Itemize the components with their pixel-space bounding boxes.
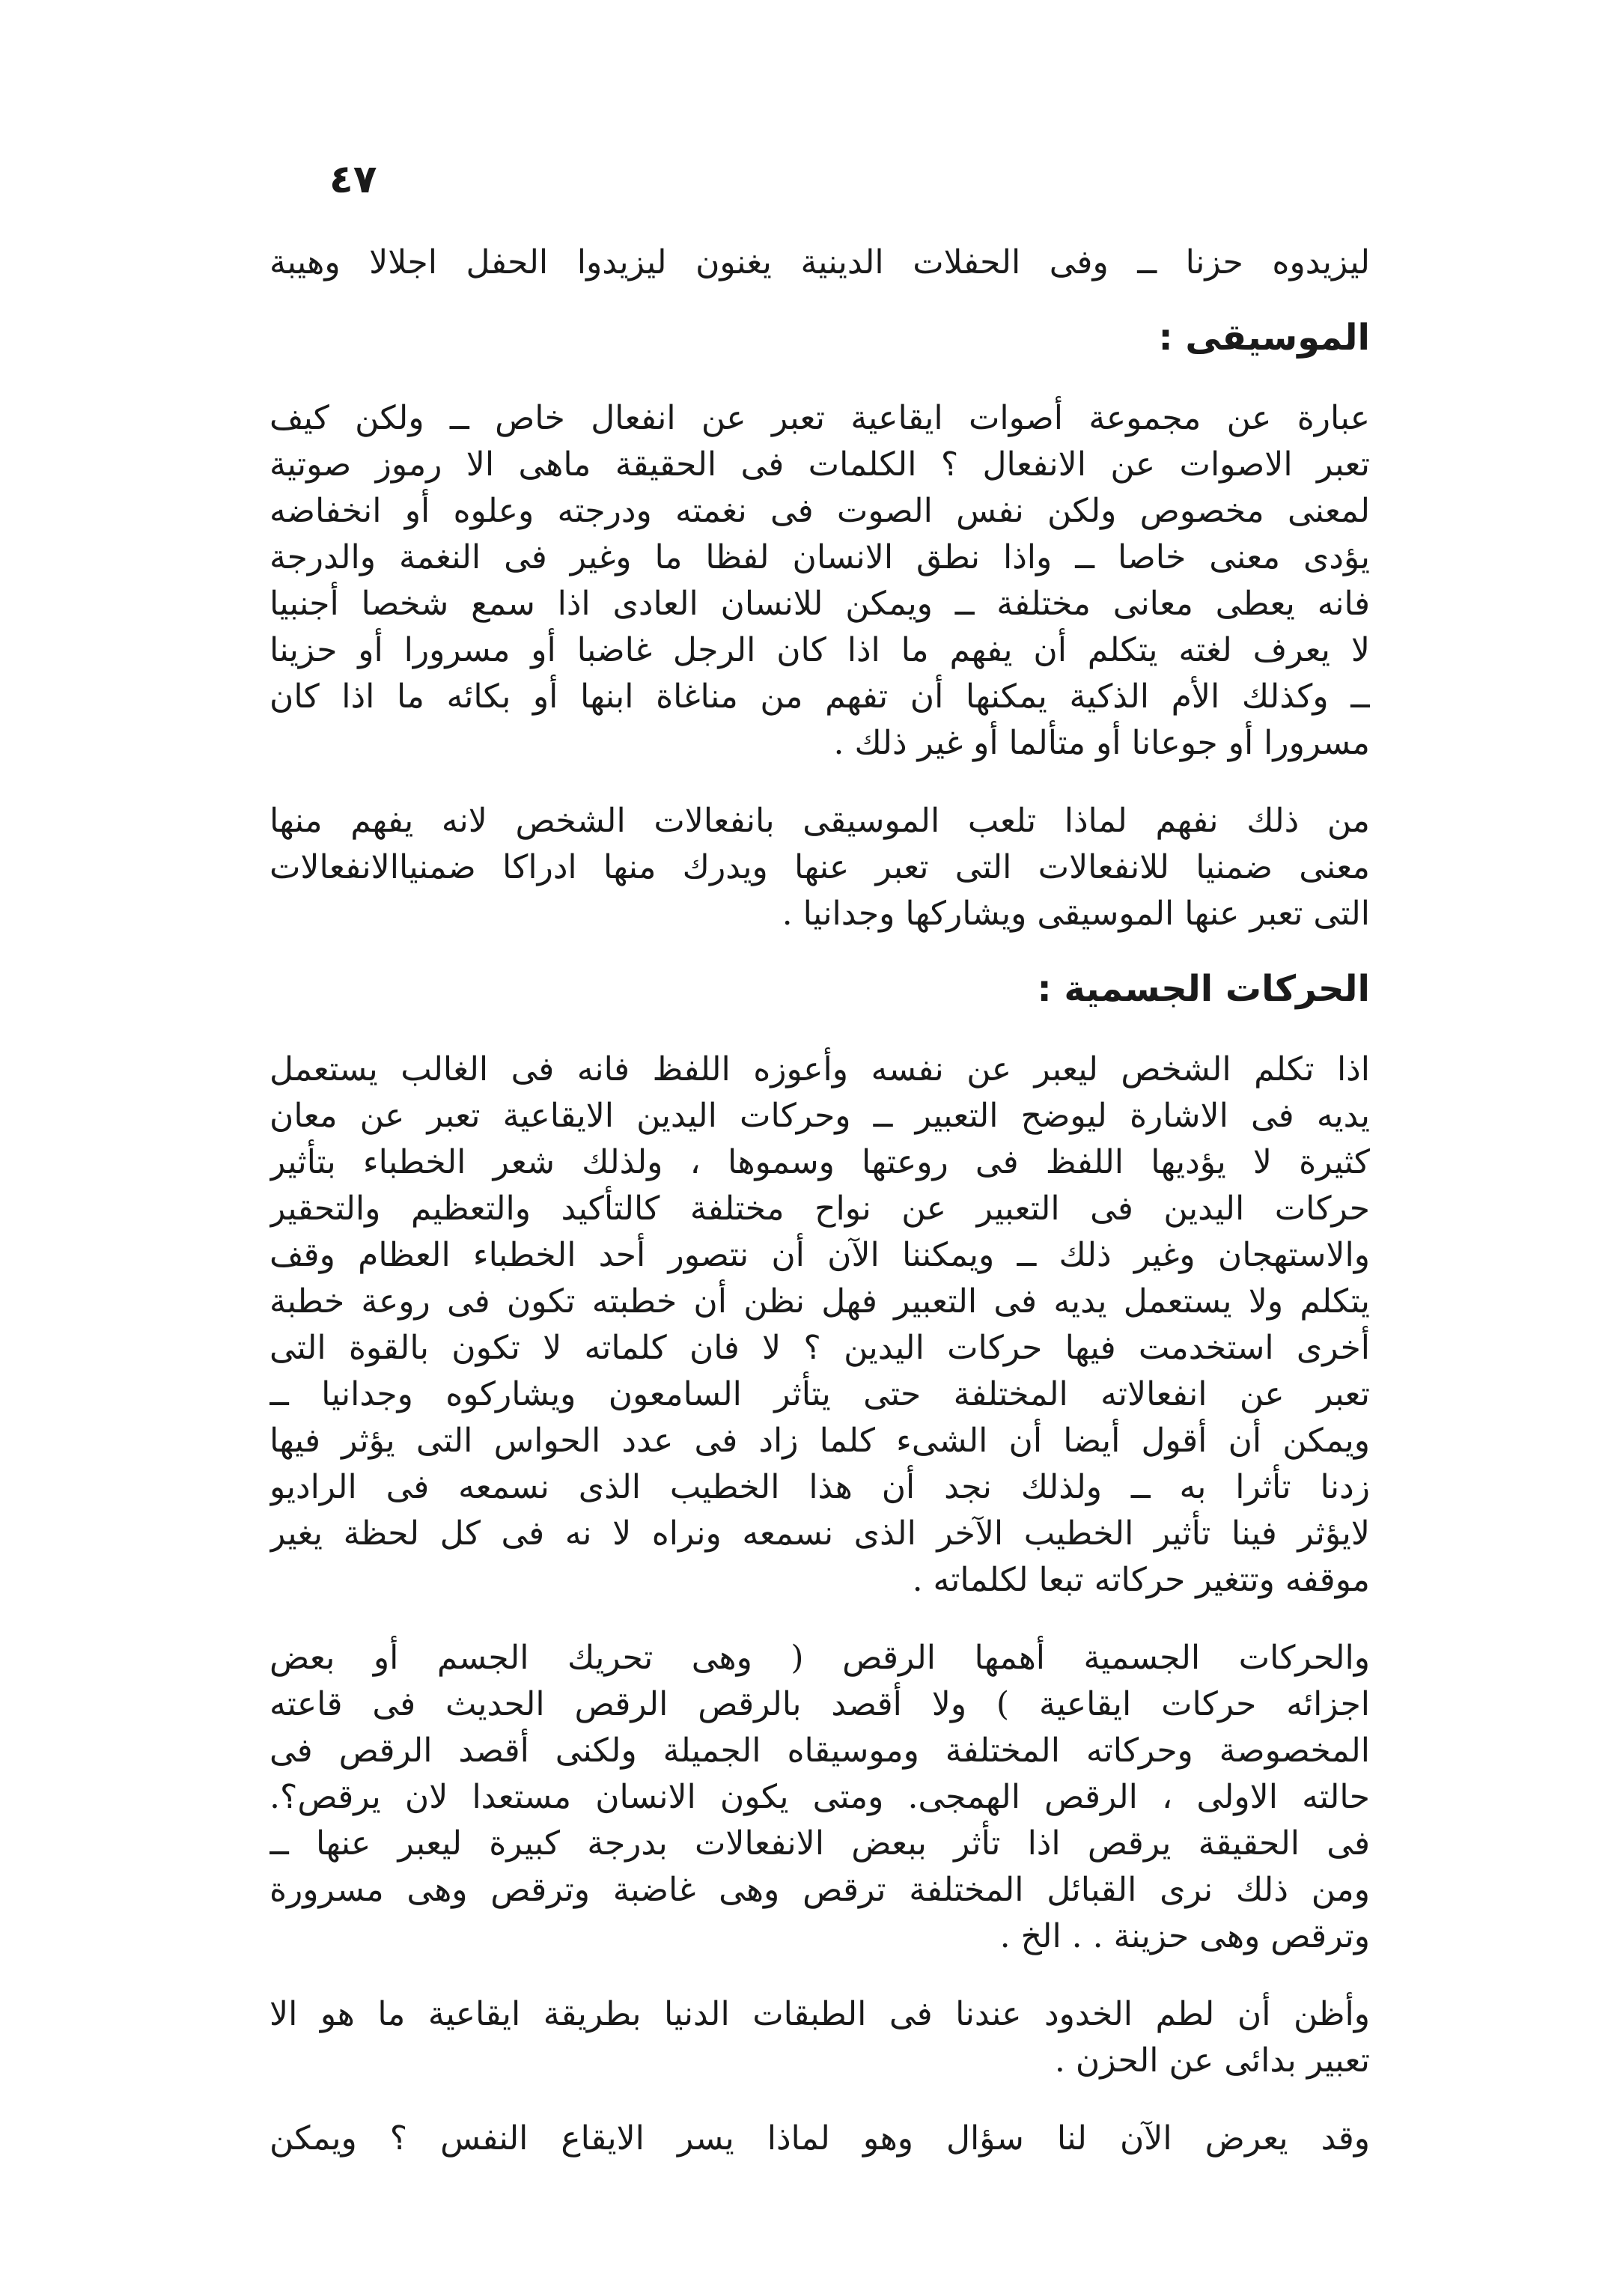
text-line: اجزائه حركات ايقاعية ) ولا أقصد بالرقص الرقص الحديث فى قاعته bbox=[269, 1685, 1370, 1723]
text-line: لايؤثر فينا تأثير الخطيب الآخر الذى نسمعه ونراه لا نه فى كل لحظة يغير bbox=[269, 1514, 1370, 1553]
text-line: وأظن أن لطم الخدود عندنا فى الطبقات الدنيا بطريقة ايقاعية ما هو الا bbox=[269, 1995, 1370, 2033]
text-line: والاستهجان وغير ذلك ــ ويمكننا الآن أن نتصور أحد الخطباء العظام وقف bbox=[269, 1236, 1370, 1274]
text-line: مسرورا أو جوعانا أو متألما أو غير ذلك . bbox=[833, 724, 1370, 762]
opening-line: ليزيدوه حزنا ــ وفى الحفلات الدينية يغنون ليزيدوا الحفل اجلالا وهيبة bbox=[269, 243, 1370, 281]
text-line: وترقص وهى حزينة . . الخ . bbox=[999, 1917, 1370, 1955]
page-body bbox=[269, 150, 1370, 2162]
text-line: أخرى استخدمت فيها حركات اليدين ؟ لا فان كلماته لا تكون بالقوة التى bbox=[269, 1329, 1370, 1367]
text-line: ومن ذلك نرى القبائل المختلفة ترقص وهى غاضبة وترقص وهى مسرورة bbox=[269, 1871, 1370, 1909]
text-line: من ذلك نفهم لماذا تلعب الموسيقى بانفعالات الشخص لانه يفهم منها bbox=[269, 802, 1370, 840]
text-line: عبارة عن مجموعة أصوات ايقاعية تعبر عن انفعال خاص ــ ولكن كيف bbox=[269, 399, 1370, 437]
text-line: زدنا تأثرا به ــ ولذلك نجد أن هذا الخطيب الذى نسمعه فى الراديو bbox=[269, 1468, 1370, 1506]
paragraph bbox=[269, 798, 1370, 937]
text-line: التى تعبر عنها الموسيقى ويشاركها وجدانيا . bbox=[782, 895, 1370, 933]
text-line: ويمكن أن أقول أيضا أن الشىء كلما زاد فى عدد الحواس التى يؤثر فيها bbox=[269, 1422, 1370, 1460]
paragraph bbox=[269, 1047, 1370, 1604]
text-line: تعبر عن انفعالاته المختلفة حتى يتأثر السامعون ويشاركوه وجدانيا ــ bbox=[269, 1375, 1370, 1413]
text-line: موقفه وتتغير حركاته تبعا لكلماته . bbox=[912, 1561, 1370, 1599]
paragraph bbox=[269, 395, 1370, 767]
section-heading-body-movements: الحركات الجسمية : bbox=[1037, 968, 1370, 1010]
text-line: اذا تكلم الشخص ليعبر عن نفسه وأعوزه اللفظ فانه فى الغالب يستعمل bbox=[269, 1050, 1370, 1088]
text-line: فى الحقيقة يرقص اذا تأثر ببعض الانفعالات بدرجة كبيرة ليعبر عنها ــ bbox=[269, 1824, 1370, 1863]
text-line: تعبر الاصوات عن الانفعال ؟ الكلمات فى الحقيقة ماهى الا رموز صوتية bbox=[269, 445, 1370, 484]
page-number: ٤٧ bbox=[329, 157, 377, 202]
text-line: لمعنى مخصوص ولكن نفس الصوت فى نغمته ودرجته وعلوه أو انخفاضه bbox=[269, 492, 1370, 530]
text-line: ــ وكذلك الأم الذكية يمكنها أن تفهم من مناغاة ابنها أو بكائه ما اذا كان bbox=[269, 677, 1370, 716]
text-line: وقد يعرض الآن لنا سؤال وهو لماذا يسر الايقاع النفس ؟ ويمكن bbox=[269, 2119, 1370, 2158]
text-line: المخصوصة وحركاته المختلفة وموسيقاه الجميلة ولكنى أقصد الرقص فى bbox=[269, 1732, 1370, 1770]
text-line: كثيرة لا يؤديها اللفظ فى روعتها وسموها ، ولذلك شعر الخطباء بتأثير bbox=[269, 1143, 1370, 1181]
paragraph bbox=[269, 1991, 1370, 2084]
text-line: يتكلم ولا يستعمل يديه فى التعبير فهل نظن أن خطبته تكون فى روعة خطبة bbox=[269, 1282, 1370, 1321]
text-line: حالته الاولى ، الرقص الهمجى. ومتى يكون الانسان مستعدا لان يرقص؟. bbox=[269, 1778, 1370, 1816]
text-line: والحركات الجسمية أهمها الرقص ( وهى تحريك الجسم أو بعض bbox=[269, 1639, 1370, 1677]
text-line: لا يعرف لغته يتكلم أن يفهم ما اذا كان الرجل غاضبا أو مسرورا أو حزينا bbox=[269, 631, 1370, 669]
paragraph bbox=[269, 2116, 1370, 2162]
text-line: يؤدى معنى خاصا ــ واذا نطق الانسان لفظا ما وغير فى النغمة والدرجة bbox=[269, 538, 1370, 576]
paragraph bbox=[269, 1635, 1370, 1960]
text-line: فانه يعطى معانى مختلفة ــ ويمكن للانسان العادى اذا سمع شخصا أجنبيا bbox=[269, 585, 1370, 623]
text-line: حركات اليدين فى التعبير عن نواح مختلفة كالتأكيد والتعظيم والتحقير bbox=[269, 1190, 1370, 1228]
text-line: يديه فى الاشارة ليوضح التعبير ــ وحركات اليدين الايقاعية تعبر عن معان bbox=[269, 1097, 1370, 1135]
text-line: معنى ضمنيا للانفعالات التى تعبر عنها ويدرك منها ادراكا ضمنياالانفعالات bbox=[269, 848, 1370, 886]
text-line: تعبير بدائى عن الحزن . bbox=[1054, 2041, 1370, 2080]
section-heading-music: الموسيقى : bbox=[1158, 317, 1370, 359]
